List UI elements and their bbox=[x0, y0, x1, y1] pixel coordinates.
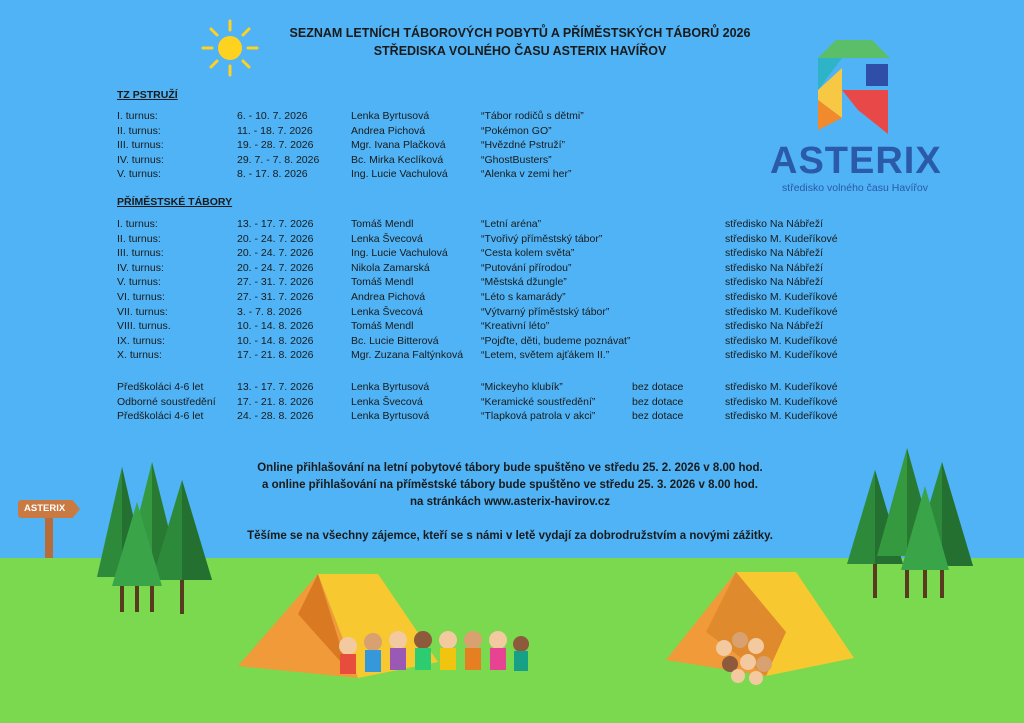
tree-group-right bbox=[845, 448, 980, 600]
cell-leader: Ing. Lucie Vachulová bbox=[351, 247, 448, 260]
cell-turn: Předškoláci 4-6 let bbox=[117, 410, 204, 423]
cell-turn: VI. turnus: bbox=[117, 291, 165, 303]
signpost-label: ASTERIX bbox=[24, 503, 66, 514]
cell-date: 19. - 28. 7. 2026 bbox=[237, 139, 314, 152]
cell-leader: Mgr. Ivana Plačková bbox=[351, 139, 446, 152]
cell-theme: “Pojďte, děti, budeme poznávat” bbox=[481, 334, 631, 347]
cell-turn: X. turnus: bbox=[117, 349, 162, 362]
logo-mark-icon bbox=[818, 40, 890, 136]
title-line-2: STŘEDISKA VOLNÉHO ČASU ASTERIX HAVÍŘOV bbox=[373, 44, 667, 58]
cell-leader: Lenka Byrtusová bbox=[351, 381, 430, 393]
cell-turn: VII. turnus: bbox=[117, 305, 168, 318]
cell-leader: Andrea Pichová bbox=[351, 291, 426, 303]
cell-leader: Nikola Zamarská bbox=[351, 261, 430, 274]
cell-theme: “Pokémon GO” bbox=[481, 124, 552, 137]
cell-theme: “Letem, světem ajťákem II.” bbox=[481, 349, 610, 362]
cell-place: středisko M. Kudeříkové bbox=[725, 305, 838, 318]
cell-place: středisko Na Nábřeží bbox=[725, 218, 824, 230]
cell-theme: “Léto s kamarády” bbox=[481, 291, 566, 303]
cell-turn: II. turnus: bbox=[117, 124, 161, 137]
tent-icon bbox=[238, 574, 538, 686]
cell-leader: Lenka Byrtusová bbox=[351, 110, 430, 122]
cell-leader: Lenka Švecová bbox=[351, 232, 423, 245]
cell-date: 20. - 24. 7. 2026 bbox=[237, 232, 314, 245]
cell-place: středisko M. Kudeříkové bbox=[725, 232, 838, 245]
cell-turn: VIII. turnus. bbox=[117, 320, 171, 333]
cell-place: středisko M. Kudeříkové bbox=[725, 381, 838, 393]
signpost-pole bbox=[45, 518, 53, 558]
cell-place: středisko Na Nábřeží bbox=[725, 276, 824, 289]
cell-theme: “Cesta kolem světa” bbox=[481, 247, 575, 260]
cell-leader: Lenka Švecová bbox=[351, 395, 423, 408]
logo-wordmark: ASTERIX bbox=[770, 140, 942, 182]
cell-theme: “GhostBusters” bbox=[481, 153, 552, 166]
cell-turn: V. turnus: bbox=[117, 276, 161, 289]
cell-date: 13. - 17. 7. 2026 bbox=[237, 381, 314, 393]
cell-leader: Bc. Lucie Bitterová bbox=[351, 334, 439, 347]
info-spacer bbox=[200, 511, 820, 528]
cell-turn: IV. turnus: bbox=[117, 261, 164, 274]
info-line-3: na stránkách www.asterix-havirov.cz bbox=[409, 496, 611, 508]
cell-place: středisko M. Kudeříkové bbox=[725, 410, 838, 423]
cell-date: 27. - 31. 7. 2026 bbox=[237, 276, 314, 289]
cell-date: 17. - 21. 8. 2026 bbox=[237, 395, 314, 408]
cell-date: 13. - 17. 7. 2026 bbox=[237, 218, 314, 230]
children-group bbox=[339, 631, 529, 674]
cell-theme: “Putování přírodou” bbox=[481, 261, 572, 274]
cell-place: středisko M. Kudeříkové bbox=[725, 291, 838, 303]
cell-turn: III. turnus: bbox=[117, 247, 164, 260]
cell-turn: V. turnus: bbox=[117, 168, 161, 181]
cell-turn: Odborné soustředění bbox=[117, 395, 216, 408]
cell-turn: I. turnus: bbox=[117, 110, 158, 122]
cell-date: 6. - 10. 7. 2026 bbox=[237, 110, 308, 122]
info-text bbox=[200, 460, 820, 545]
cell-theme: “Tlapková patrola v akci” bbox=[481, 410, 596, 423]
cell-theme: “Tvořivý příměstský tábor” bbox=[481, 232, 603, 245]
cell-leader: Ing. Lucie Vachulová bbox=[351, 168, 448, 181]
cell-date: 3. - 7. 8. 2026 bbox=[237, 305, 302, 318]
cell-place: středisko M. Kudeříkové bbox=[725, 334, 838, 347]
section-heading-pstruzi: TZ PSTRUŽÍ bbox=[117, 89, 178, 101]
cell-turn: III. turnus: bbox=[117, 139, 164, 152]
cell-leader: Bc. Mirka Keclíková bbox=[351, 153, 444, 166]
cell-theme: “Alenka v zemi her” bbox=[481, 168, 572, 181]
cell-place: středisko Na Nábřeží bbox=[725, 320, 824, 333]
cell-theme: “Hvězdné Pstruží” bbox=[481, 139, 566, 152]
cell-date: 24. - 28. 8. 2026 bbox=[237, 410, 314, 423]
cell-date: 27. - 31. 7. 2026 bbox=[237, 291, 314, 303]
cell-date: 17. - 21. 8. 2026 bbox=[237, 349, 314, 362]
cell-note: bez dotace bbox=[632, 395, 684, 408]
cell-note: bez dotace bbox=[632, 410, 684, 423]
cell-leader: Tomáš Mendl bbox=[351, 320, 414, 333]
tree-group-left bbox=[92, 462, 222, 614]
cell-place: středisko M. Kudeříkové bbox=[725, 349, 838, 362]
cell-date: 8. - 17. 8. 2026 bbox=[237, 168, 308, 181]
asterix-logo bbox=[770, 40, 940, 200]
cell-theme: “Keramické soustředění” bbox=[481, 395, 596, 408]
cell-theme: “Letní aréna” bbox=[481, 218, 542, 230]
cell-theme: “Kreativní léto” bbox=[481, 320, 550, 333]
cell-date: 29. 7. - 7. 8. 2026 bbox=[237, 153, 320, 166]
section-heading-primestske: PŘÍMĚSTSKÉ TÁBORY bbox=[117, 196, 233, 208]
cell-place: středisko Na Nábřeží bbox=[725, 261, 824, 274]
cell-place: středisko Na Nábřeží bbox=[725, 247, 824, 260]
cell-theme: “Mickeyho klubík” bbox=[481, 381, 563, 393]
cell-leader: Mgr. Zuzana Faltýnková bbox=[351, 349, 464, 362]
cell-date: 11. - 18. 7. 2026 bbox=[237, 124, 313, 137]
cell-turn: II. turnus: bbox=[117, 232, 161, 245]
logo-subtitle: středisko volného času Havířov bbox=[782, 182, 928, 194]
tent-icon bbox=[666, 572, 856, 688]
cell-date: 20. - 24. 7. 2026 bbox=[237, 261, 314, 274]
cell-turn: I. turnus: bbox=[117, 218, 158, 230]
cell-leader: Tomáš Mendl bbox=[351, 218, 414, 230]
cell-turn: IX. turnus: bbox=[117, 334, 165, 347]
info-line-1: Online přihlašování na letní pobytové tábory bude spuštěno ve středu 25. 2. 2026 v 8.00 hod. bbox=[257, 462, 763, 474]
info-line-2: a online přihlašování na příměstské tábory bude spuštěno ve středu 25. 3. 2026 v 8.00 hod. bbox=[262, 479, 758, 491]
info-line-4: Těšíme se na všechny zájemce, kteří se s námi v letě vydají za dobrodružstvím a novými zážitky. bbox=[247, 530, 773, 542]
cell-theme: “Tábor rodičů s dětmi” bbox=[481, 110, 584, 122]
title-line-1: SEZNAM LETNÍCH TÁBOROVÝCH POBYTŮ A PŘÍMĚSTSKÝCH TÁBORŮ 2026 bbox=[289, 26, 751, 40]
cell-note: bez dotace bbox=[632, 381, 684, 393]
cell-leader: Lenka Byrtusová bbox=[351, 410, 430, 423]
cell-leader: Lenka Švecová bbox=[351, 305, 423, 318]
cell-date: 20. - 24. 7. 2026 bbox=[237, 247, 314, 260]
cell-turn: Předškoláci 4-6 let bbox=[117, 381, 204, 393]
cell-leader: Andrea Pichová bbox=[351, 124, 426, 137]
cell-theme: “Výtvarný příměstský tábor” bbox=[481, 305, 610, 318]
cell-date: 10. - 14. 8. 2026 bbox=[237, 320, 314, 333]
cell-turn: IV. turnus: bbox=[117, 153, 164, 166]
signpost-icon bbox=[18, 500, 88, 560]
cell-theme: “Městská džungle” bbox=[481, 276, 567, 289]
cell-place: středisko M. Kudeříkové bbox=[725, 395, 838, 408]
cell-leader: Tomáš Mendl bbox=[351, 276, 414, 289]
page-title bbox=[240, 24, 800, 60]
cell-date: 10. - 14. 8. 2026 bbox=[237, 334, 314, 347]
